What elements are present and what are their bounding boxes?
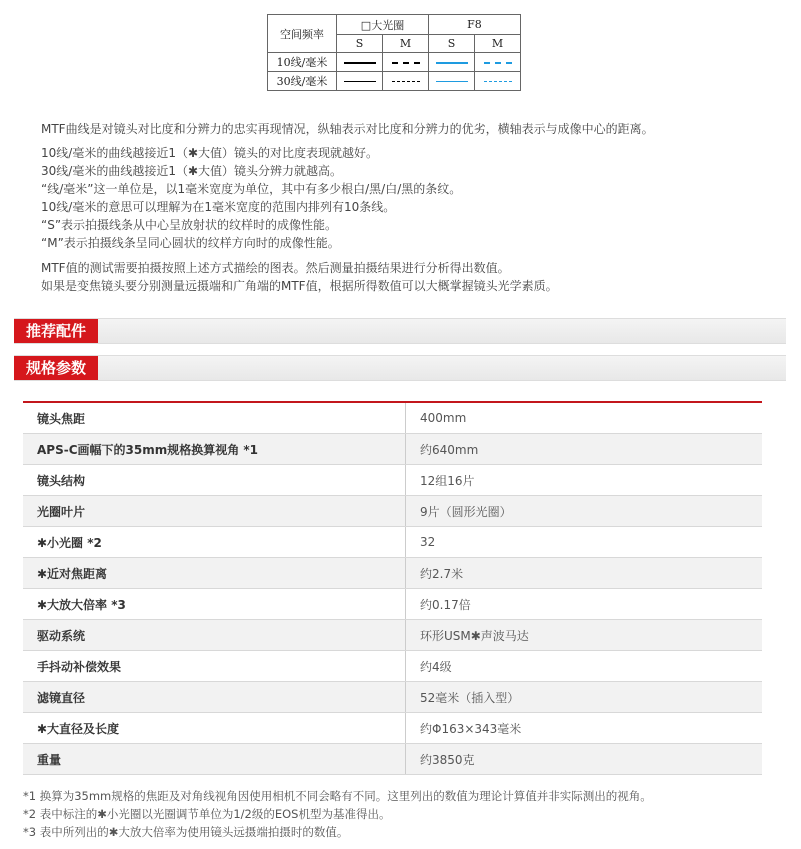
spec-row <box>23 651 762 682</box>
legend-line <box>383 72 429 91</box>
spec-value: 约640mm <box>406 434 763 465</box>
spec-key: 滤镜直径 <box>23 682 406 713</box>
max-aperture-header: □大光圈 <box>337 15 429 35</box>
accessories-section-title[interactable]: 推荐配件 <box>14 319 98 343</box>
footnote: *3 表中所列出的✱大放大倍率为使用镜头远摄端拍摄时的数值。 <box>23 825 349 839</box>
spec-row <box>23 434 762 465</box>
spec-key: 镜头结构 <box>23 465 406 496</box>
spec-key: 重量 <box>23 744 406 775</box>
specs-table <box>23 401 762 775</box>
legend-line <box>337 53 383 72</box>
spec-value: 约4级 <box>406 651 763 682</box>
spec-value: 32 <box>406 527 763 558</box>
mtf-description-intro: MTF曲线是对镜头对比度和分辨力的忠实再现情况，纵轴表示对比度和分辨力的优劣，横轴表示与成像中心的距离。 <box>41 122 654 136</box>
spec-key: APS-C画幅下的35mm规格换算视角 *1 <box>23 434 406 465</box>
spec-key: ✱小光圈 *2 <box>23 527 406 558</box>
footnote: *1 换算为35mm规格的焦距及对角线视角因使用相机不同会略有不同。这里列出的数值为理论计算值并非实际测出的视角。 <box>23 789 652 803</box>
sub-header-s: S <box>429 35 475 53</box>
spec-key: ✱大放大倍率 *3 <box>23 589 406 620</box>
specs-section-title[interactable]: 规格参数 <box>14 356 98 380</box>
spec-row <box>23 744 762 775</box>
mtf-description-test: MTF值的测试需要拍摄按照上述方式描绘的图表。然后测量拍摄结果进行分析得出数值。 如果是变焦镜头要分别测量远摄端和广角端的MTF值，根据所得数值可以大概掌握镜头光学素质。 <box>41 261 558 293</box>
spec-value: 约2.7米 <box>406 558 763 589</box>
spec-row <box>23 496 762 527</box>
row-label-10lines: 10线/毫米 <box>268 53 337 72</box>
spec-row <box>23 527 762 558</box>
spec-value: 约3850克 <box>406 744 763 775</box>
legend-line <box>475 72 521 91</box>
spec-row <box>23 589 762 620</box>
spec-row <box>23 620 762 651</box>
legend-line <box>383 53 429 72</box>
spec-row <box>23 682 762 713</box>
row-label-30lines: 30线/毫米 <box>268 72 337 91</box>
spec-row <box>23 713 762 744</box>
legend-line <box>475 53 521 72</box>
spec-row <box>23 465 762 496</box>
mtf-description-details: 10线/毫米的曲线越接近1（✱大值）镜头的对比度表现就越好。 30线/毫米的曲线越接近1（✱大值）镜头分辨力就越高。 “线/毫米”这一单位是，以1毫米宽度为单位，其中有多少根白/黑/白/黑的条纹。 10线/毫米的意思可以理解为在1毫米宽度的范围内排列有10条线。 “S”表示拍摄线条从中心呈放射状的纹样时的成像性能。 “M”表示拍摄线条呈同心圆状的纹样方向时的成像性能。 <box>41 146 462 250</box>
spec-value: 12组16片 <box>406 465 763 496</box>
f8-header: F8 <box>429 15 521 35</box>
mtf-legend-table <box>267 14 521 91</box>
spec-key: 光圈叶片 <box>23 496 406 527</box>
spec-key: 驱动系统 <box>23 620 406 651</box>
footnotes <box>23 787 652 841</box>
spec-value: 约Φ163×343毫米 <box>406 713 763 744</box>
spec-value: 52毫米（插入型） <box>406 682 763 713</box>
legend-line <box>429 72 475 91</box>
spec-row <box>23 402 762 434</box>
accessories-section-bar <box>14 318 786 344</box>
spec-value: 约0.17倍 <box>406 589 763 620</box>
footnote: *2 表中标注的✱小光圈以光圈调节单位为1/2级的EOS机型为基准得出。 <box>23 807 391 821</box>
specs-section-bar <box>14 355 786 381</box>
spec-key: 手抖动补偿效果 <box>23 651 406 682</box>
spec-key: ✱近对焦距离 <box>23 558 406 589</box>
spec-key: ✱大直径及长度 <box>23 713 406 744</box>
spec-row <box>23 558 762 589</box>
spec-key: 镜头焦距 <box>23 402 406 434</box>
sub-header-m: M <box>475 35 521 53</box>
legend-line <box>429 53 475 72</box>
spec-value: 9片（圆形光圈） <box>406 496 763 527</box>
spec-value: 环形USM✱声波马达 <box>406 620 763 651</box>
spec-value: 400mm <box>406 402 763 434</box>
legend-line <box>337 72 383 91</box>
sub-header-s: S <box>337 35 383 53</box>
sub-header-m: M <box>383 35 429 53</box>
spatial-frequency-header: 空间频率 <box>268 15 337 53</box>
